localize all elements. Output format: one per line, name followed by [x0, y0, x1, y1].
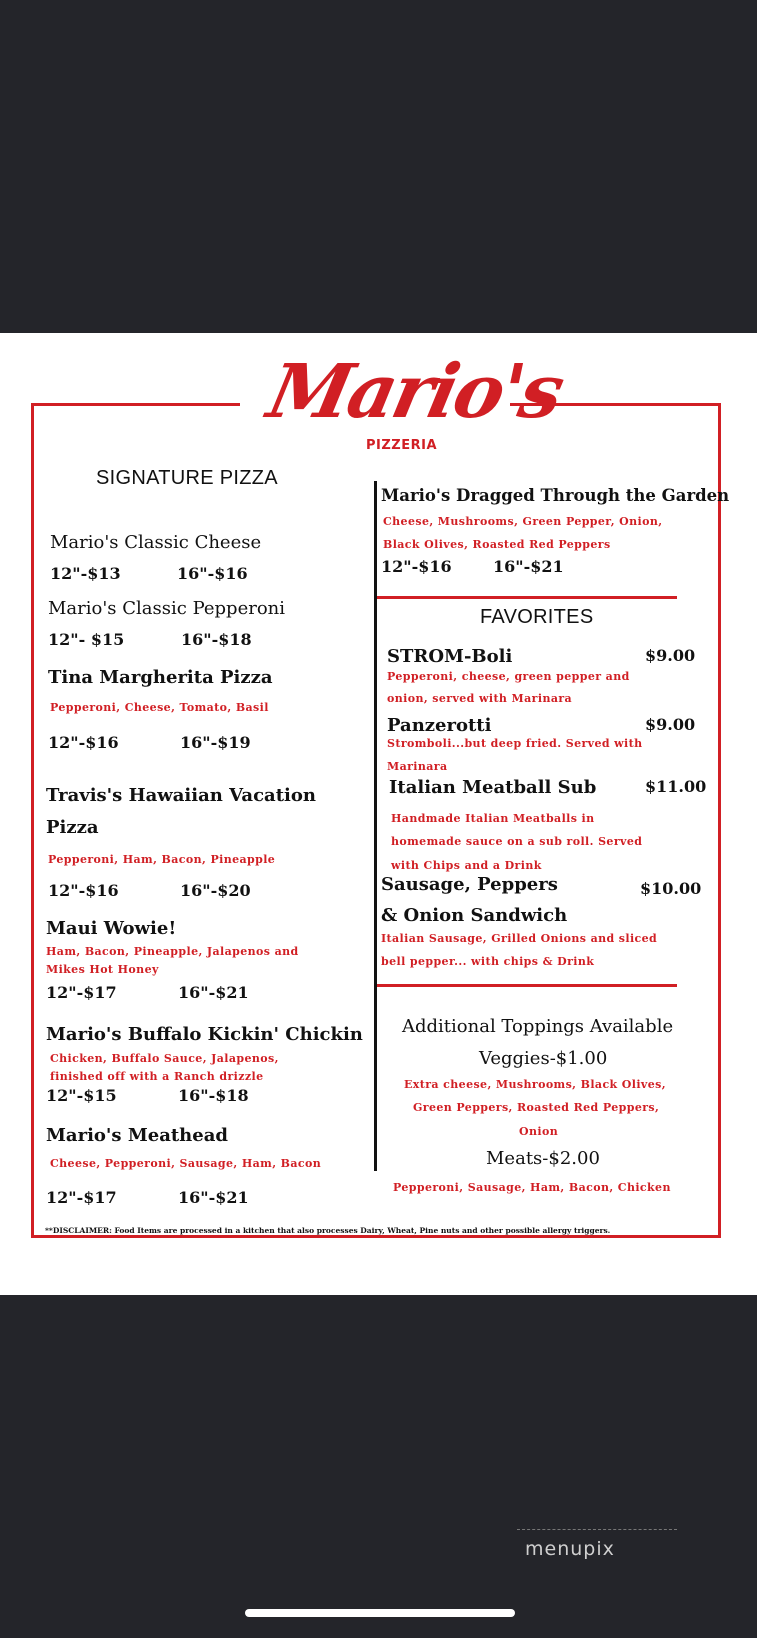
item-price: $11.00 [645, 777, 707, 796]
brand-name: Mario's [260, 349, 569, 435]
item-price-16: 16"-$21 [178, 1188, 249, 1207]
item-name: Mario's Meathead [46, 1125, 228, 1146]
item-price-16: 16"-$19 [180, 733, 251, 752]
item-description-line2: finished off with a Ranch drizzle [50, 1070, 264, 1083]
item-name-line2: Pizza [46, 817, 99, 838]
item-description: Pepperoni, Cheese, Tomato, Basil [50, 701, 269, 714]
veggies-description-line3: Onion [519, 1125, 559, 1138]
section-divider [377, 596, 677, 599]
item-name: Mario's Buffalo Kickin' Chickin [46, 1024, 363, 1045]
item-price-16: 16"-$20 [180, 881, 251, 900]
veggies-description-line2: Green Peppers, Roasted Red Peppers, [413, 1101, 660, 1114]
item-price-12: 12"-$17 [46, 1188, 117, 1207]
item-price-12: 12"-$16 [48, 881, 119, 900]
item-description: Stromboli...but deep fried. Served with [387, 737, 643, 750]
item-price-16: 16"-$18 [178, 1086, 249, 1105]
item-description-line2: onion, served with Marinara [387, 692, 573, 705]
item-description: Chicken, Buffalo Sauce, Jalapenos, [50, 1052, 279, 1065]
brand-subtitle: PIZZERIA [366, 438, 438, 453]
veggies-label: Veggies-$1.00 [479, 1048, 608, 1069]
item-description: Pepperoni, cheese, green pepper and [387, 670, 630, 683]
item-description: Handmade Italian Meatballs in [391, 812, 595, 825]
item-price-12: 12"-$16 [48, 733, 119, 752]
meats-description: Pepperoni, Sausage, Ham, Bacon, Chicken [393, 1181, 671, 1194]
item-price-12: 12"-$15 [46, 1086, 117, 1105]
item-name: Panzerotti [387, 715, 492, 736]
item-name: Italian Meatball Sub [389, 777, 597, 798]
item-price: $9.00 [645, 715, 696, 734]
item-price-16: 16"-$21 [493, 557, 564, 576]
brand-logo [260, 349, 569, 455]
watermark-text: menupix [525, 1538, 615, 1560]
menu-card [0, 333, 757, 1295]
item-description: Italian Sausage, Grilled Onions and sliced [381, 932, 658, 945]
meats-label: Meats-$2.00 [486, 1148, 600, 1169]
item-price: $10.00 [640, 879, 702, 898]
item-name: Sausage, Peppers [381, 874, 558, 895]
item-name: Maui Wowie! [46, 918, 177, 939]
item-description: Cheese, Mushrooms, Green Pepper, Onion, [383, 515, 663, 528]
item-name: Mario's Dragged Through the Garden [381, 486, 730, 505]
item-description: Cheese, Pepperoni, Sausage, Ham, Bacon [50, 1157, 322, 1170]
item-description: Pepperoni, Ham, Bacon, Pineapple [48, 853, 276, 866]
item-name: Mario's Classic Cheese [50, 532, 262, 553]
item-price-12: 12"- $15 [48, 630, 125, 649]
favorites-heading: FAVORITES [480, 606, 594, 628]
item-price-12: 12"-$16 [381, 557, 452, 576]
item-price-16: 16"-$16 [177, 564, 248, 583]
item-description-line2: bell pepper... with chips & Drink [381, 955, 595, 968]
signature-heading: SIGNATURE PIZZA [96, 467, 278, 489]
home-indicator[interactable] [245, 1609, 515, 1617]
disclaimer: **DISCLAIMER: Food Items are processed in a kitchen that also processes Dairy, Wheat, Pine nuts and other possible allergy triggers. [45, 1226, 611, 1235]
veggies-description: Extra cheese, Mushrooms, Black Olives, [404, 1078, 666, 1091]
toppings-heading: Additional Toppings Available [402, 1016, 674, 1037]
column-divider [374, 481, 377, 1171]
item-price-16: 16"-$18 [181, 630, 252, 649]
item-description-line3: with Chips and a Drink [391, 859, 542, 872]
item-price: $9.00 [645, 646, 696, 665]
item-description-line2: Black Olives, Roasted Red Peppers [383, 538, 611, 551]
item-description: Ham, Bacon, Pineapple, Jalapenos and [46, 945, 299, 958]
item-description-line2: Mikes Hot Honey [46, 963, 159, 976]
item-name: Mario's Classic Pepperoni [48, 598, 286, 619]
item-name: STROM-Boli [387, 646, 513, 667]
item-name: Tina Margherita Pizza [48, 667, 273, 688]
item-name-line2: & Onion Sandwich [381, 905, 568, 926]
item-name: Travis's Hawaiian Vacation [46, 785, 316, 806]
item-price-16: 16"-$21 [178, 983, 249, 1002]
item-description-line2: homemade sauce on a sub roll. Served [391, 835, 643, 848]
item-description-line2: Marinara [387, 760, 448, 773]
item-price-12: 12"-$13 [50, 564, 121, 583]
watermark [517, 1529, 677, 1570]
section-divider [377, 984, 677, 987]
item-price-12: 12"-$17 [46, 983, 117, 1002]
